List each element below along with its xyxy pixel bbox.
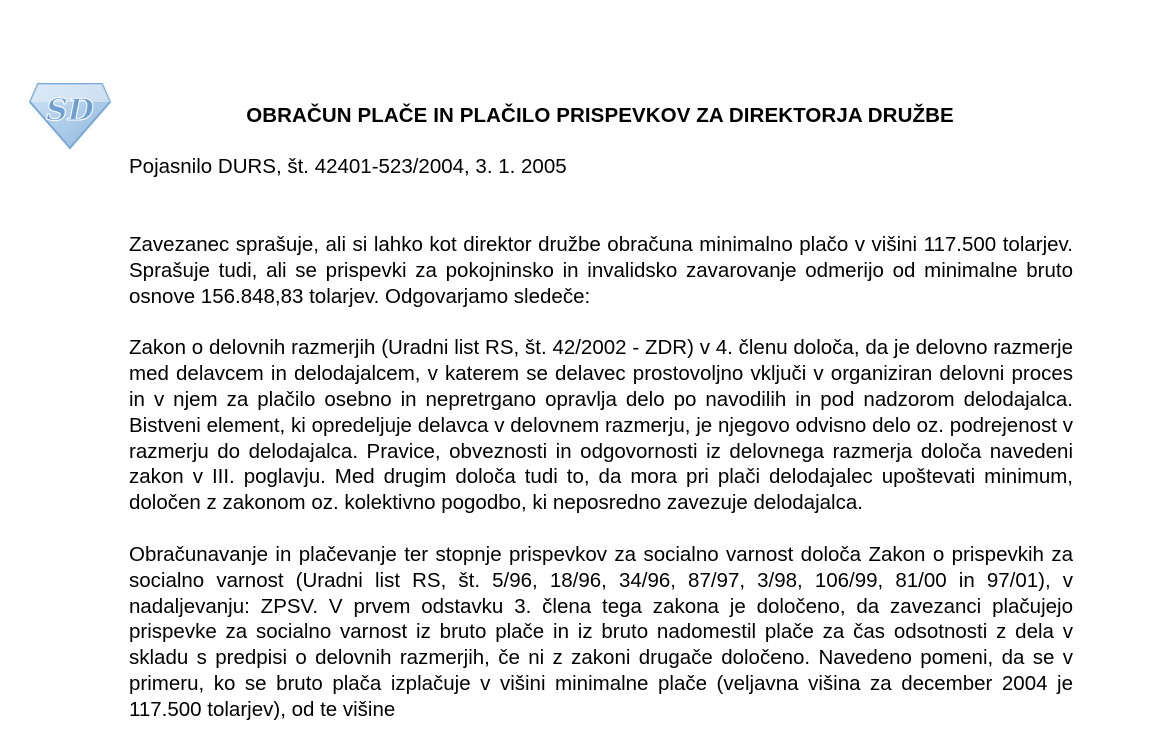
document-body (129, 232, 1073, 749)
logo-text: SD (46, 93, 94, 128)
document-title: OBRAČUN PLAČE IN PLAČILO PRISPEVKOV ZA DIREKTORJA DRUŽBE (246, 104, 954, 127)
paragraph: Zavezanec sprašuje, ali si lahko kot direktor družbe obračuna minimalno plačo v višini 117.500 tolarjev. Sprašuje tudi, ali se prispevki za pokojninsko in invalidsko zavarovanje odmerijo od minimalne bruto osnove 156.848,83 tolarjev. Odgovarjamo sledeče: (129, 233, 1073, 308)
document-reference: Pojasnilo DURS, št. 42401-523/2004, 3. 1. 2005 (129, 155, 567, 178)
paragraph: Zakon o delovnih razmerjih (Uradni list RS, št. 42/2002 - ZDR) v 4. členu določa, da je delovno razmerje med delavcem in delodajalcem, v katerem se delavec prostovoljno vključi v organiziran delovni proces in v njem za plačilo osebno in nepretrgano opravlja delo po navodilih in pod nadzorom delodajalca. Bistveni element, ki opredeljuje delavca v delovnem razmerju, je njegovo odvisno delo oz. podrejenost v razmerju do delodajalca. Pravice, obveznosti in odgovornosti iz delovnega razmerja določa navedeni zakon v III. poglavju. Med drugim določa tudi to, da mora pri plači delodajalec upoštevati minimum, določen z zakonom oz. kolektivno pogodbo, ki neposredno zavezuje delodajalca. (129, 336, 1073, 515)
paragraph: Obračunavanje in plačevanje ter stopnje prispevkov za socialno varnost določa Zakon o prispevkih za socialno varnost (Uradni list RS, št. 5/96, 18/96, 34/96, 87/97, 3/98, 106/99, 81/00 in 97/01), v nadaljevanju: ZPSV. V prvem odstavku 3. člena tega zakona je določeno, da zavezanci plačujejo prispevke za socialno varnost iz bruto plače in iz bruto nadomestil plače za čas odsotnosti z dela v skladu s predpisi o delovnih razmerjih, če ni z zakoni drugače določeno. Navedeno pomeni, da se v primeru, ko se bruto plača izplačuje v višini minimalne plače (veljavna višina za december 2004 je 117.500 tolarjev), od te višine (129, 542, 1073, 721)
company-logo (28, 76, 112, 150)
